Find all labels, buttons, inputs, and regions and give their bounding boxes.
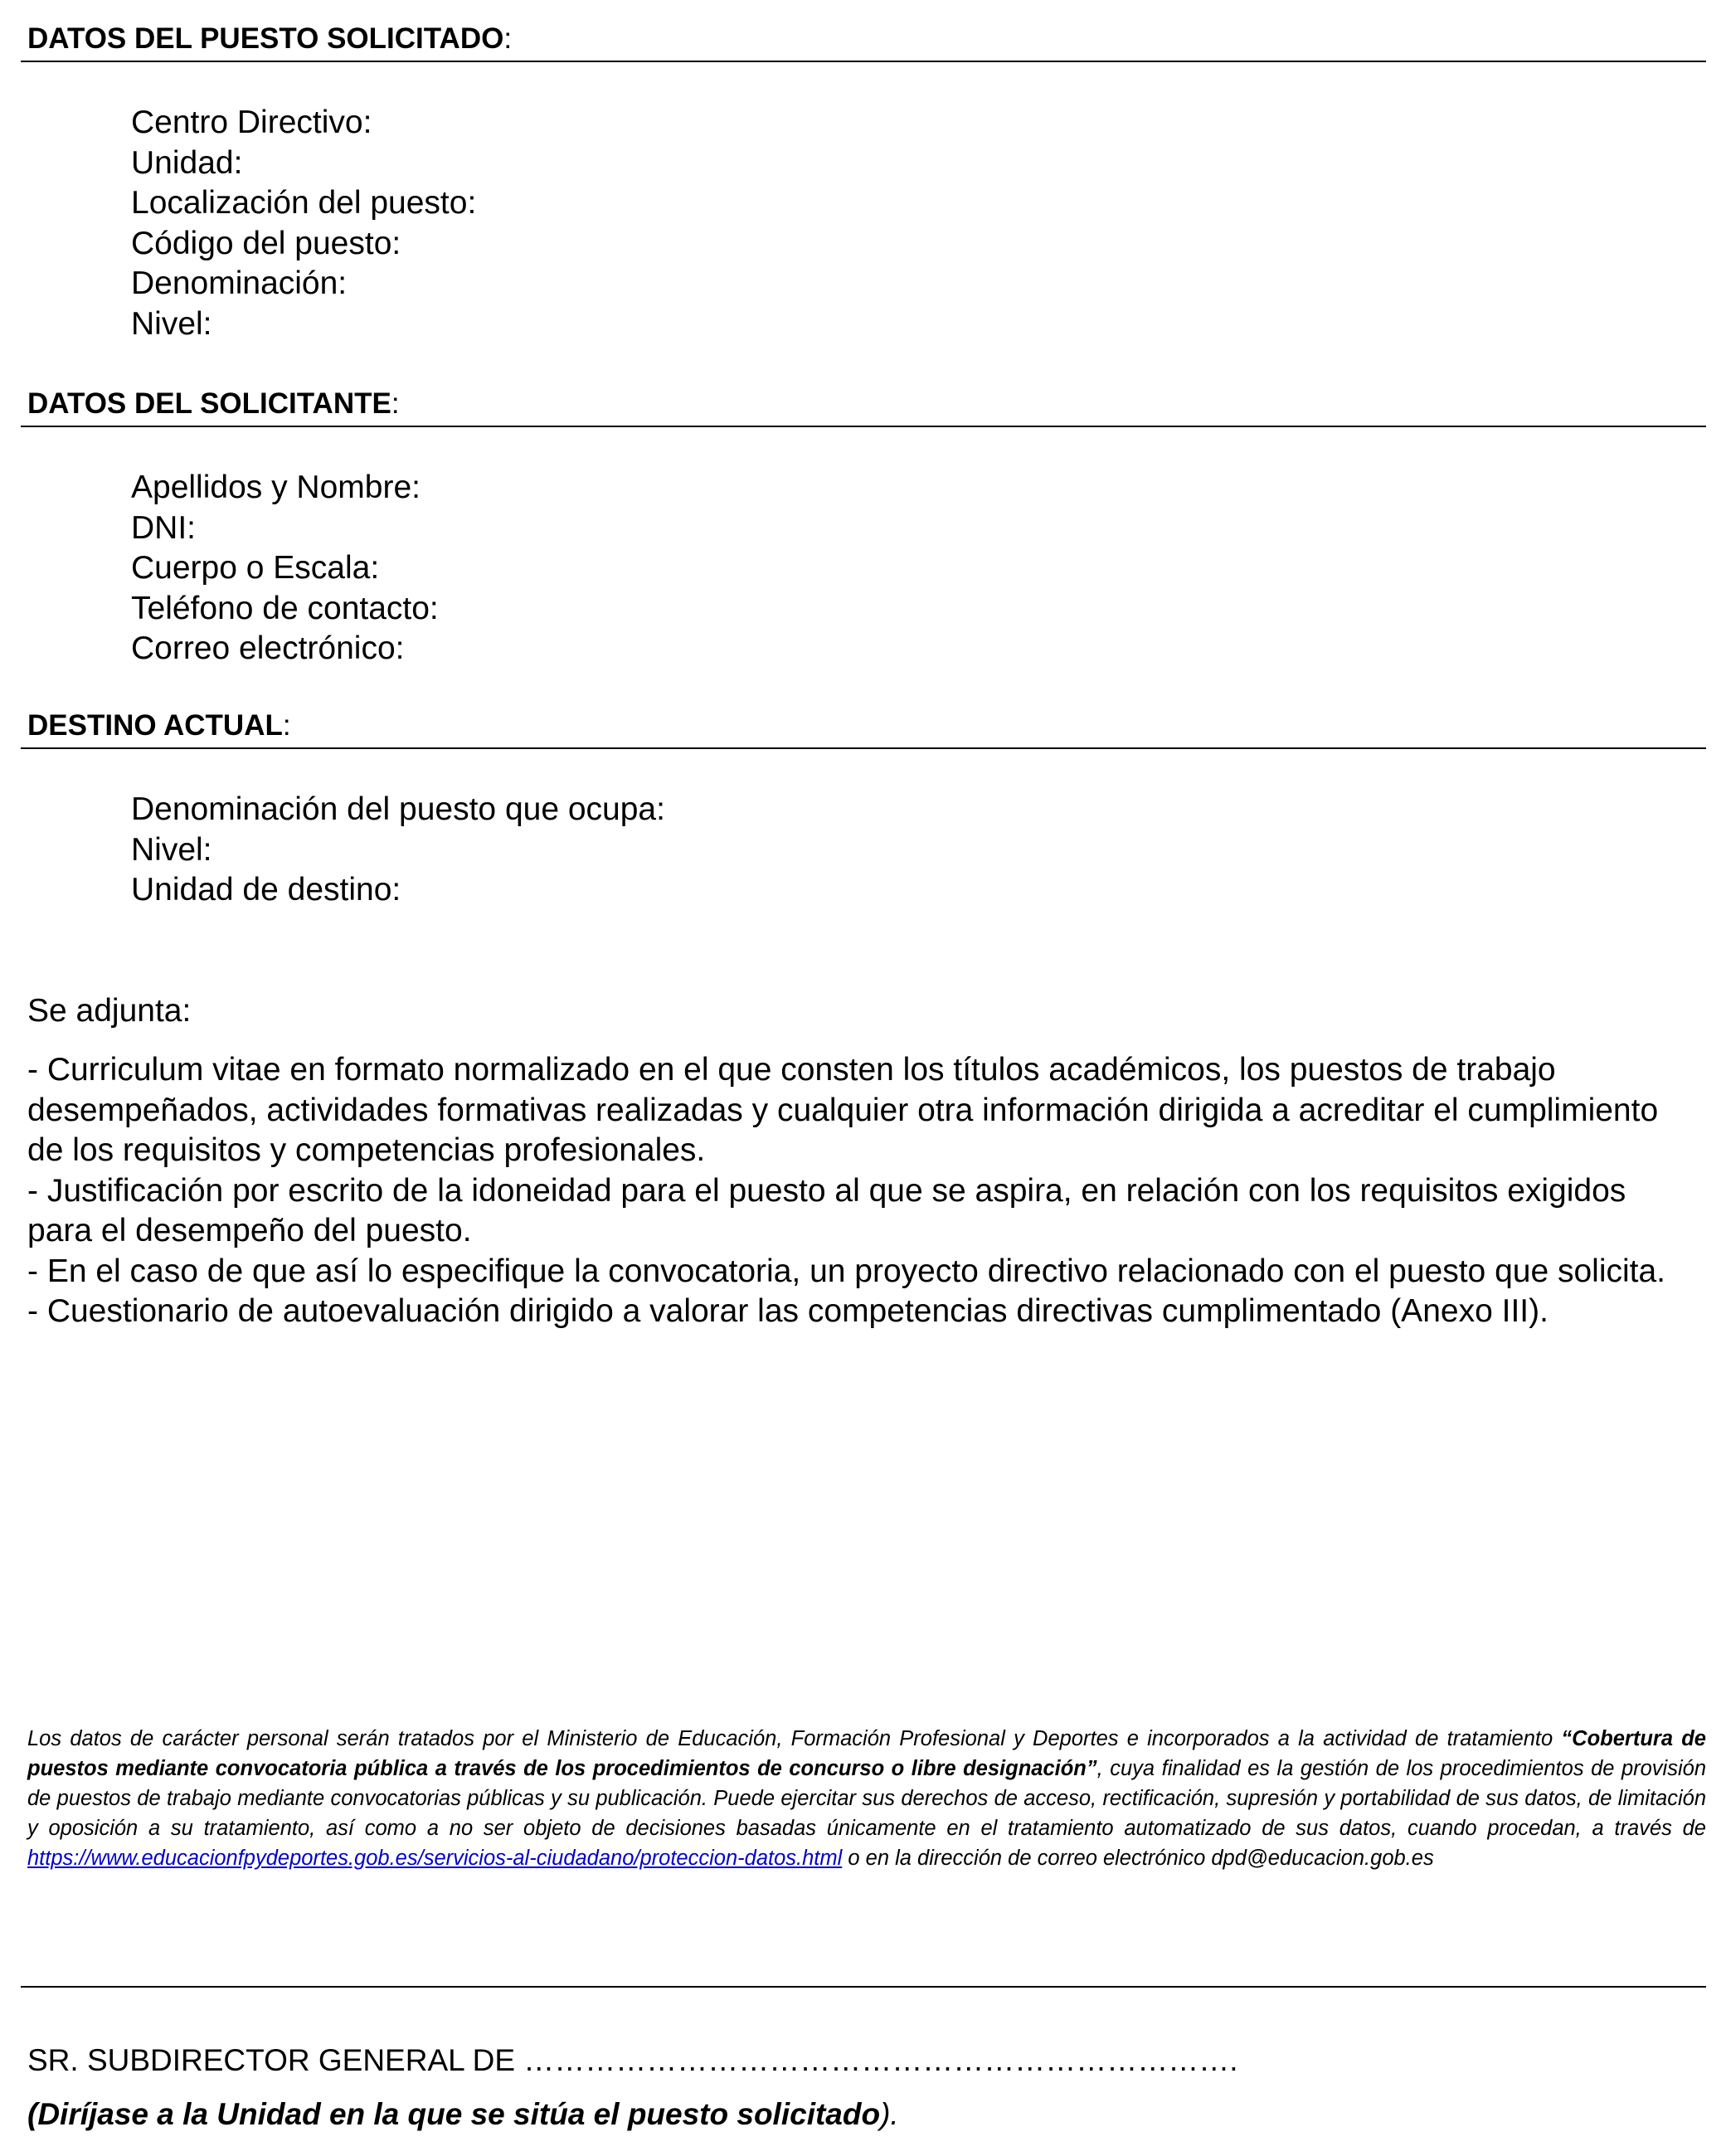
field-nivel: Nivel: — [131, 305, 212, 342]
footer-divider — [21, 1986, 1706, 1988]
addressee-note-tail: ). — [880, 2097, 899, 2131]
adjunta-item-proyecto: - En el caso de que así lo especifique la convocatoria, un proyecto directivo relacionado con el puesto que solicita. — [27, 1253, 1666, 1289]
field-cuerpo-escala: Cuerpo o Escala: — [131, 550, 380, 586]
addressee-note-bold: (Diríjase a la Unidad en la que se sitúa el puesto solicitado — [27, 2097, 881, 2131]
privacy-activity: “Cobertura de puestos mediante convocatoria pública a través de los procedimientos de concurso o libre designación” — [27, 1727, 1706, 1780]
adjunta-item-cuestionario: - Cuestionario de autoevaluación dirigido a valorar las competencias directivas cumplimentado (Anexo III). — [27, 1293, 1549, 1329]
privacy-link[interactable]: https://www.educacionfpydeportes.gob.es/servicios-al-ciudadano/proteccion-datos.html — [27, 1847, 843, 1870]
field-localizacion: Localización del puesto: — [131, 185, 477, 221]
field-dni: DNI: — [131, 509, 196, 546]
section-divider — [21, 61, 1706, 62]
privacy-text-3: o en la dirección de correo electrónico dpd@educacion.gob.es — [842, 1847, 1434, 1870]
field-unidad: Unidad: — [131, 144, 243, 181]
privacy-text-2: , cuya finalidad es la gestión de los procedimientos de provisión de puestos de trabajo mediante convocatorias públicas y su publicación. Puede ejercitar sus derechos de acceso, rectificación, supresión y portabilidad de sus datos, de limitación y oposición a su tratamiento, así como a no ser objeto de decisiones basadas únicamente en el tratamiento automatizado de sus datos, cuando procedan, a través de — [27, 1757, 1707, 1840]
section-title-colon: : — [503, 22, 513, 55]
field-correo: Correo electrónico: — [131, 630, 405, 667]
section-divider — [21, 747, 1706, 749]
section-title-text: DATOS DEL PUESTO SOLICITADO — [27, 22, 504, 55]
field-nivel-actual: Nivel: — [131, 831, 212, 868]
adjunta-list — [27, 1050, 1694, 1332]
section-title-solicitante — [27, 387, 400, 421]
section-title-puesto-solicitado — [27, 22, 512, 56]
section-title-destino-actual — [27, 709, 291, 742]
addressee-note — [27, 2096, 899, 2133]
section-title-colon: : — [391, 387, 400, 420]
field-apellidos-nombre: Apellidos y Nombre: — [131, 470, 421, 505]
field-denominacion-puesto: Denominación del puesto que ocupa: — [131, 791, 665, 827]
destino-actual-fields — [131, 790, 665, 911]
field-codigo: Código del puesto: — [131, 225, 401, 261]
privacy-notice — [27, 1724, 1706, 1873]
adjunta-item-curriculum: - Curriculum vitae en formato normalizado en el que consten los títulos académicos, los puestos de trabajo desempeñados, actividades formativas realizadas y cualquier otra información dirigida a acreditar el cumplimiento de los requisitos y competencias profesionales. — [27, 1052, 1659, 1168]
section-title-colon: : — [282, 709, 291, 742]
section-title-text: DESTINO ACTUAL — [27, 709, 283, 742]
section-divider — [21, 426, 1706, 427]
solicitante-fields — [131, 468, 439, 669]
section-title-text: DATOS DEL SOLICITANTE — [27, 387, 391, 420]
field-telefono: Teléfono de contacto: — [131, 590, 439, 626]
adjunta-title: Se adjunta: — [27, 993, 192, 1029]
privacy-text-1: Los datos de carácter personal serán tratados por el Ministerio de Educación, Formación Profesional y Deportes e incorporados a la actividad de tratamiento — [27, 1727, 1562, 1750]
field-denominacion: Denominación: — [131, 265, 348, 302]
addressee-line: SR. SUBDIRECTOR GENERAL DE ……………………………………………………………. — [27, 2043, 1238, 2077]
field-unidad-destino: Unidad de destino: — [131, 872, 401, 908]
puesto-solicitado-fields — [131, 103, 476, 345]
adjunta-item-justificacion: - Justificación por escrito de la idoneidad para el puesto al que se aspira, en relación con los requisitos exigidos para el desempeño del puesto. — [27, 1172, 1626, 1248]
field-centro-directivo: Centro Directivo: — [131, 105, 372, 140]
